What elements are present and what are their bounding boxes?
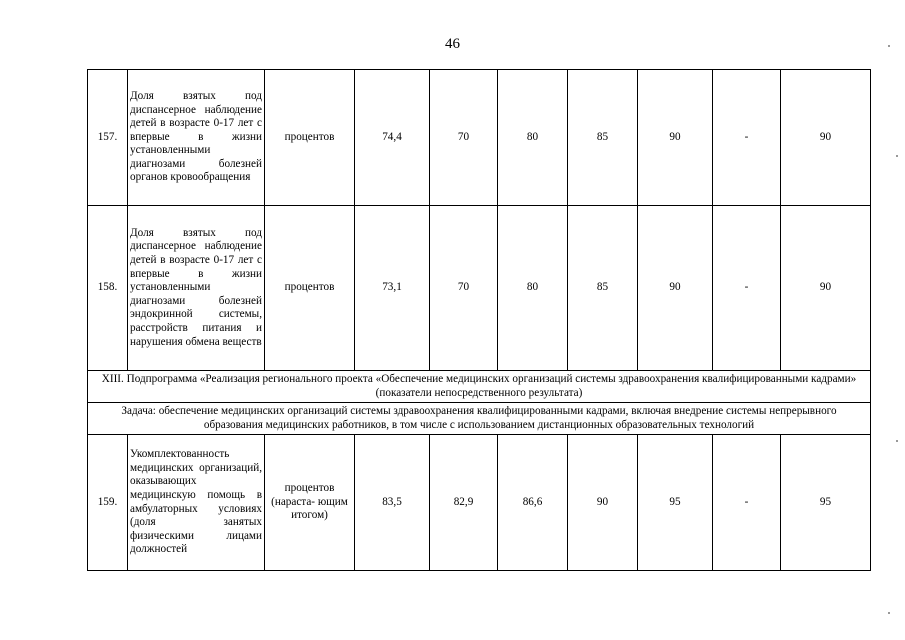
value-cell: 90 [568, 435, 638, 571]
indicator-name: Доля взятых под диспансерное наблюдение детей в возрасте 0-17 лет с впервые в жизни установленными диагнозами болезней эндокринной системы, расстройств питания и нарушения обмена веществ [128, 206, 265, 371]
unit-cell: процентов [265, 70, 355, 206]
value-cell: 73,1 [355, 206, 430, 371]
scan-speck [888, 612, 890, 614]
value-cell: 74,4 [355, 70, 430, 206]
table-row [88, 435, 871, 571]
scan-speck [896, 155, 898, 157]
unit-cell: процентов [265, 206, 355, 371]
indicators-table [87, 69, 871, 571]
table-row [88, 70, 871, 206]
value-cell: 95 [781, 435, 871, 571]
value-cell: - [713, 435, 781, 571]
section-heading-row [88, 371, 871, 403]
section-title: XIII. Подпрограмма «Реализация регионального проекта «Обеспечение медицинских организаций системы здравоохранения квалифицированными кадрами» (показатели непосредственного результата) [88, 371, 871, 403]
page-number: 46 [445, 36, 460, 52]
value-cell: 86,6 [498, 435, 568, 571]
value-cell: 82,9 [430, 435, 498, 571]
value-cell: - [713, 70, 781, 206]
row-number: 157. [88, 70, 128, 206]
value-cell: 83,5 [355, 435, 430, 571]
value-cell: - [713, 206, 781, 371]
value-cell: 80 [498, 206, 568, 371]
value-cell: 95 [638, 435, 713, 571]
scan-speck [888, 45, 890, 47]
value-cell: 85 [568, 70, 638, 206]
row-number: 159. [88, 435, 128, 571]
row-number: 158. [88, 206, 128, 371]
task-row [88, 403, 871, 435]
value-cell: 70 [430, 206, 498, 371]
value-cell: 80 [498, 70, 568, 206]
scan-speck [896, 440, 898, 442]
indicator-name: Доля взятых под диспансерное наблюдение детей в возрасте 0-17 лет с впервые в жизни установленными диагнозами болезней органов кровообращения [128, 70, 265, 206]
value-cell: 90 [781, 206, 871, 371]
value-cell: 85 [568, 206, 638, 371]
value-cell: 90 [638, 70, 713, 206]
unit-cell: процентов (нараста- ющим итогом) [265, 435, 355, 571]
value-cell: 90 [781, 70, 871, 206]
task-text: Задача: обеспечение медицинских организаций системы здравоохранения квалифицированными кадрами, включая внедрение системы непрерывного образования медицинских работников, в том числе с использованием дистанционных образовательных технологий [88, 403, 871, 435]
indicator-name: Укомплектованность медицинских организаций, оказывающих медицинскую помощь в амбулаторных условиях (доля занятых физическими лицами должностей [128, 435, 265, 571]
value-cell: 90 [638, 206, 713, 371]
value-cell: 70 [430, 70, 498, 206]
table-row [88, 206, 871, 371]
